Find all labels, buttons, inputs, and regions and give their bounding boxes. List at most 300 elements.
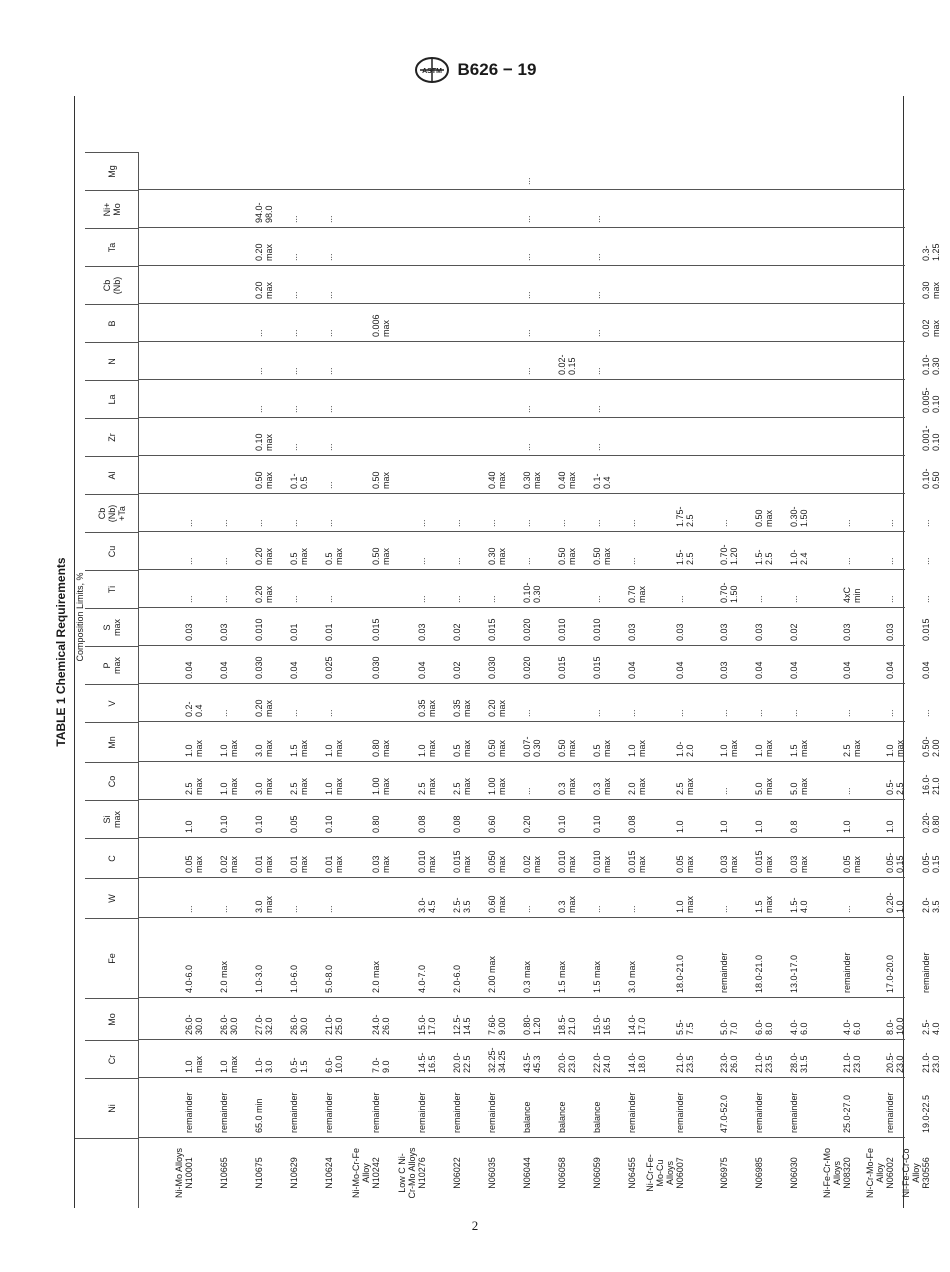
table-cell: ... (324, 595, 334, 603)
table-cell: 4.0- 6.0 (789, 1019, 809, 1035)
table-cell: 0.60 (487, 815, 497, 833)
table-cell: 0.01 (289, 623, 299, 641)
table-cell: 0.04 (921, 661, 931, 679)
alloy-designation: N06059 (592, 1157, 602, 1189)
table-cell: balance (557, 1101, 567, 1133)
table-cell: ... (921, 709, 931, 717)
table-cell: 0.40 max (557, 471, 577, 489)
table-cell: 2.0 max (219, 960, 229, 993)
table-cell: ... (324, 709, 334, 717)
table-cell: 5.0 max (754, 777, 774, 795)
table-cell: 23.0- 26.0 (719, 1052, 739, 1073)
table-cell: 0.04 (885, 661, 895, 679)
column-header-14: Cu (85, 532, 139, 570)
table-cell: ... (789, 709, 799, 717)
table-cell: ... (184, 905, 194, 913)
column-header-18: La (85, 380, 139, 418)
table-cell: ... (842, 905, 852, 913)
table-cell: 0.015 max (754, 850, 774, 873)
table-cell: ... (289, 595, 299, 603)
table-cell: 0.50- 2.00 (921, 736, 941, 757)
table-cell: 7.0- 9.0 (371, 1057, 391, 1073)
alloy-designation: N10675 (254, 1157, 264, 1189)
table-cell: ... (324, 905, 334, 913)
alloy-column-header (75, 1138, 139, 1208)
table-cell: ... (417, 557, 427, 565)
table-cell: 4xC min (842, 586, 862, 603)
table-cell: 0.030 (487, 656, 497, 679)
table-cell: 1.5 max (557, 960, 567, 993)
alloy-designation: Low C Ni- Cr-Mo Alloys N10276 (397, 1147, 427, 1199)
table-cell: 0.20 max (254, 547, 274, 565)
table-cell: 0.020 (522, 618, 532, 641)
table-cell: ... (487, 519, 497, 527)
table-cell: ... (719, 905, 729, 913)
table-cell: 1.5 max (592, 960, 602, 993)
table-cell: 5.5- 7.5 (675, 1019, 695, 1035)
column-divider (139, 341, 905, 342)
table-cell: ... (452, 519, 462, 527)
alloy-designation: Ni-Cr-Mo-Fe Alloy N06002 (865, 1148, 895, 1198)
table-cell: ... (627, 557, 637, 565)
table-cell: 0.04 (289, 661, 299, 679)
table-cell: 21.0- 23.0 (842, 1052, 862, 1073)
table-cell: 0.05 (289, 815, 299, 833)
alloy-designation: N06044 (522, 1157, 532, 1189)
table-cell: ... (522, 329, 532, 337)
column-header-1: Ni (85, 1078, 139, 1138)
table-cell: 0.005- 0.10 (921, 387, 941, 413)
table-cell: 0.010 (592, 618, 602, 641)
table-cell: 21.0- 23.5 (675, 1052, 695, 1073)
table-cell: ... (522, 291, 532, 299)
table-cell: ... (254, 519, 264, 527)
table-cell: remainder (921, 952, 931, 993)
svg-text:ASTM: ASTM (421, 68, 442, 75)
table-cell: 5.0-8.0 (324, 964, 334, 993)
column-divider (139, 837, 905, 838)
table-cell: 0.08 (452, 815, 462, 833)
table-cell: 65.0 min (254, 1098, 264, 1133)
table-cell: 0.50 max (371, 547, 391, 565)
column-divider (139, 379, 905, 380)
column-header-10: V (85, 684, 139, 722)
table-cell: 0.5- 2.5 (885, 779, 905, 795)
column-header-24: Mg (85, 152, 139, 190)
table-cell: 3.0 max (254, 895, 274, 913)
table-cell: 1.0 max (719, 739, 739, 757)
table-cell: ... (452, 557, 462, 565)
table-cell: 0.03 (219, 623, 229, 641)
table-cell: 0.3 max (592, 777, 612, 795)
table-cell: 0.010 max (417, 850, 437, 873)
table-cell: ... (719, 519, 729, 527)
table-cell: ... (254, 405, 264, 413)
column-header-15: Cb (Nb) +Ta (85, 494, 139, 532)
table-cell: 2.5- 3.5 (452, 897, 472, 913)
table-cell: 0.10- 0.50 (921, 468, 941, 489)
table-cell: ... (592, 709, 602, 717)
table-cell: 15.0- 17.0 (417, 1014, 437, 1035)
table-cell: 0.1- 0.5 (289, 473, 309, 489)
table-cell: 0.50 max (592, 547, 612, 565)
table-cell: 7.60- 9.00 (487, 1014, 507, 1035)
table-cell: 0.50 max (557, 739, 577, 757)
table-cell: 2.0-6.0 (452, 964, 462, 993)
table-cell: ... (219, 905, 229, 913)
table-cell: 0.05- 0.15 (921, 852, 941, 873)
table-cell: ... (417, 519, 427, 527)
table-cell: ... (885, 557, 895, 565)
column-divider (139, 877, 905, 878)
table-cell: 0.03 (719, 661, 729, 679)
table-cell: ... (522, 253, 532, 261)
table-cell: 0.3- 1.25 (921, 243, 941, 261)
column-header-12: S max (85, 608, 139, 646)
table-cell: 0.5 max (452, 739, 472, 757)
column-divider (139, 607, 905, 608)
column-header-6: C (85, 838, 139, 878)
table-cell: 1.00 max (371, 777, 391, 795)
column-divider (139, 1077, 905, 1078)
table-cell: 0.015 (921, 618, 931, 641)
table-cell: ... (592, 443, 602, 451)
table-cell: 0.10 (254, 815, 264, 833)
table-cell: 20.0- 22.5 (452, 1052, 472, 1073)
table-cell: ... (254, 329, 264, 337)
chemical-requirements-table (74, 96, 941, 1208)
table-cell: ... (522, 215, 532, 223)
table-cell: ... (842, 709, 852, 717)
table-cell: 25.0-27.0 (842, 1094, 852, 1133)
table-cell: ... (789, 595, 799, 603)
table-cell: 3.0 max (254, 739, 274, 757)
table-cell: 2.5 max (452, 777, 472, 795)
column-header-21: Cb (Nb) (85, 266, 139, 304)
column-divider (139, 417, 905, 418)
table-cell: 0.02- 0.15 (557, 354, 577, 375)
table-cell: 1.0 max (627, 739, 647, 757)
table-cell: 18.5- 21.0 (557, 1014, 577, 1035)
column-header-7: Si max (85, 800, 139, 838)
table-cell: 1.5 max (754, 895, 774, 913)
table-cell: ... (324, 443, 334, 451)
table-cell: 0.20 max (254, 243, 274, 261)
table-cell: 1.0 max (219, 777, 239, 795)
column-header-3: Mo (85, 998, 139, 1040)
table-cell: remainder (719, 952, 729, 993)
table-cell: ... (754, 709, 764, 717)
table-cell: ... (921, 557, 931, 565)
table-cell: 0.50 max (371, 471, 391, 489)
table-cell: 0.30 max (522, 471, 542, 489)
table-cell: ... (754, 595, 764, 603)
table-cell: 0.010 max (592, 850, 612, 873)
table-cell: 1.0-6.0 (289, 964, 299, 993)
table-cell: 2.5 max (184, 777, 204, 795)
table-cell: ... (885, 519, 895, 527)
table-cell: ... (522, 905, 532, 913)
table-cell: 0.015 (557, 656, 567, 679)
table-cell: 0.20- 0.80 (921, 812, 941, 833)
table-cell: 0.03 (417, 623, 427, 641)
column-divider (139, 569, 905, 570)
table-cell: 18.0-21.0 (675, 954, 685, 993)
table-cell: ... (719, 787, 729, 795)
table-cell: 26.0- 30.0 (184, 1014, 204, 1035)
table-cell: 1.0 max (885, 739, 905, 757)
table-cell: ... (675, 595, 685, 603)
table-cell: 21.0- 25.0 (324, 1014, 344, 1035)
table-cell: remainder (487, 1092, 497, 1133)
table-cell: ... (921, 595, 931, 603)
table-cell: 1.0 max (184, 1055, 204, 1073)
table-cell: 0.04 (842, 661, 852, 679)
table-cell: 0.20- 1.0 (885, 892, 905, 913)
table-cell: remainder (417, 1092, 427, 1133)
table-cell: 1.0 (675, 820, 685, 833)
table-cell: 0.35 max (452, 699, 472, 717)
table-cell: 1.00 max (487, 777, 507, 795)
column-header-2: Cr (85, 1040, 139, 1078)
table-cell: 0.015 (371, 618, 381, 641)
column-divider (139, 645, 905, 646)
alloy-designation: N06975 (719, 1157, 729, 1189)
table-cell: 0.20 max (254, 585, 274, 603)
table-cell: 0.5- 1.5 (289, 1057, 309, 1073)
table-cell: 0.10 (592, 815, 602, 833)
table-cell: ... (219, 557, 229, 565)
table-cell: 2.00 max (487, 955, 497, 993)
table-cell: ... (592, 215, 602, 223)
table-cell: 0.5 max (592, 739, 612, 757)
table-cell: 1.5- 2.5 (754, 549, 774, 565)
table-cell: remainder (754, 1092, 764, 1133)
column-divider (139, 493, 905, 494)
table-cell: 0.01 max (324, 855, 344, 873)
table-cell: 1.5 max (789, 739, 809, 757)
table-cell: 0.02 max (522, 855, 542, 873)
table-cell: ... (627, 905, 637, 913)
table-cell: 0.04 (417, 661, 427, 679)
alloy-designation: Ni-Fe-Cr-Mo Alloys N08320 (822, 1148, 852, 1198)
table-cell: ... (522, 177, 532, 185)
table-cell: 0.03 (627, 623, 637, 641)
table-cell: 21.0- 23.0 (921, 1052, 941, 1073)
table-cell: 47.0-52.0 (719, 1094, 729, 1133)
table-cell: 0.015 (487, 618, 497, 641)
table-cell: 43.5- 45.3 (522, 1052, 542, 1073)
table-cell: 0.50 max (754, 509, 774, 527)
table-cell: 0.20 max (254, 699, 274, 717)
alloy-designation: Ni-Fe-Cr-Co Alloy R30556 (901, 1148, 931, 1198)
table-cell: 0.030 (371, 656, 381, 679)
table-cell: ... (592, 329, 602, 337)
table-cell: remainder (219, 1092, 229, 1133)
table-cell: 2.0- 3.5 (921, 897, 941, 913)
table-cell: ... (842, 787, 852, 795)
table-cell: 0.80 max (371, 739, 391, 757)
table-cell: 27.0- 32.0 (254, 1014, 274, 1035)
table-cell: 1.0- 3.0 (254, 1057, 274, 1073)
table-cell: ... (522, 557, 532, 565)
table-cell: 1.0 max (675, 895, 695, 913)
table-cell: 0.80 (371, 815, 381, 833)
table-cell: 0.70 max (627, 585, 647, 603)
table-cell: ... (592, 905, 602, 913)
table-cell: 0.10- 0.30 (522, 582, 542, 603)
table-cell: ... (184, 595, 194, 603)
column-header-11: P max (85, 646, 139, 684)
table-cell: 18.0-21.0 (754, 954, 764, 993)
table-cell: 0.05 max (675, 855, 695, 873)
table-cell: remainder (627, 1092, 637, 1133)
table-cell: remainder (289, 1092, 299, 1133)
table-cell: ... (219, 595, 229, 603)
alloy-designation: Ni-Mo Alloys N10001 (174, 1148, 194, 1199)
table-cell: 1.0 (885, 820, 895, 833)
table-cell: 0.07- 0.30 (522, 736, 542, 757)
table-cell: 3.0- 4.5 (417, 897, 437, 913)
table-cell: 1.0-3.0 (254, 964, 264, 993)
table-cell: remainder (885, 1092, 895, 1133)
table-cell: ... (324, 481, 334, 489)
table-cell: 0.05 max (184, 855, 204, 873)
table-cell: ... (289, 291, 299, 299)
table-cell: 0.70- 1.50 (719, 582, 739, 603)
column-divider (139, 761, 905, 762)
table-cell: ... (522, 443, 532, 451)
table-cell: ... (842, 557, 852, 565)
table-cell: ... (885, 595, 895, 603)
table-cell: 0.02 (452, 661, 462, 679)
table-cell: 2.0 max (371, 960, 381, 993)
table-cell: 24.0- 26.0 (371, 1014, 391, 1035)
table-cell: 32.25- 34.25 (487, 1047, 507, 1073)
table-cell: 0.04 (675, 661, 685, 679)
table-cell: 5.0 max (789, 777, 809, 795)
table-cell: 0.050 max (487, 850, 507, 873)
alloy-designation: Ni-Cr-Fe- Mo-Cu Alloys N06007 (645, 1154, 685, 1192)
table-cell: 0.08 (417, 815, 427, 833)
table-cell: 14.0- 18.0 (627, 1052, 647, 1073)
table-cell: 0.02 (789, 623, 799, 641)
table-cell: 3.0 max (254, 777, 274, 795)
column-header-22: Ta (85, 228, 139, 266)
table-cell: 1.0- 2.4 (789, 549, 809, 565)
table-cell: 0.010 (557, 618, 567, 641)
table-cell: 26.0- 30.0 (289, 1014, 309, 1035)
table-cell: 0.3 max (557, 895, 577, 913)
table-cell: 0.5 max (324, 547, 344, 565)
table-cell: 1.0 max (219, 739, 239, 757)
column-divider (139, 227, 905, 228)
table-cell: remainder (675, 1092, 685, 1133)
table-cell: 1.5 max (289, 739, 309, 757)
table-cell: remainder (452, 1092, 462, 1133)
table-cell: ... (522, 787, 532, 795)
table-cell: 0.3 max (557, 777, 577, 795)
table-cell: 2.5- 4.0 (921, 1019, 941, 1035)
column-header-16: Al (85, 456, 139, 494)
table-cell: remainder (324, 1092, 334, 1133)
table-cell: 2.5 max (417, 777, 437, 795)
table-cell: 22.0- 24.0 (592, 1052, 612, 1073)
table-cell: 0.02 max (921, 319, 941, 337)
table-cell: 1.0 max (324, 739, 344, 757)
table-cell: ... (592, 253, 602, 261)
alloy-designation: N06455 (627, 1157, 637, 1189)
table-cell: 2.5 max (289, 777, 309, 795)
table-cell: 0.10- 0.30 (921, 354, 941, 375)
column-header-20: B (85, 304, 139, 342)
table-cell: ... (842, 519, 852, 527)
table-cell: 6.0- 10.0 (324, 1055, 344, 1073)
table-cell: ... (254, 367, 264, 375)
alloy-designation: N06035 (487, 1157, 497, 1189)
table-cell: 0.03 max (719, 855, 739, 873)
table-cell: 0.80- 1.20 (522, 1014, 542, 1035)
column-divider (139, 683, 905, 684)
table-cell: ... (592, 405, 602, 413)
table-cell: 0.01 max (254, 855, 274, 873)
table-cell: 0.015 max (452, 850, 472, 873)
column-divider (139, 189, 905, 190)
table-cell: ... (324, 367, 334, 375)
table-cell: 0.35 max (417, 699, 437, 717)
table-cell: 12.5- 14.5 (452, 1014, 472, 1035)
table-cell: 0.3 max (522, 960, 532, 993)
table-cell: 13.0-17.0 (789, 954, 799, 993)
table-cell: 0.05- 0.15 (885, 852, 905, 873)
table-cell: balance (592, 1101, 602, 1133)
column-divider (139, 303, 905, 304)
table-cell: 0.020 (522, 656, 532, 679)
table-cell: 0.04 (627, 661, 637, 679)
table-cell: 0.04 (219, 661, 229, 679)
table-cell: 0.20 (522, 815, 532, 833)
table-cell: 0.03 (184, 623, 194, 641)
table-cell: ... (557, 519, 567, 527)
table-cell: 1.5- 4.0 (789, 897, 809, 913)
table-cell: ... (417, 595, 427, 603)
table-cell: 0.015 max (627, 850, 647, 873)
table-cell: 0.10 (219, 815, 229, 833)
table-cell: 0.03 (719, 623, 729, 641)
table-cell: ... (921, 519, 931, 527)
alloy-designation: Ni-Mo-Cr-Fe Alloy N10242 (351, 1148, 381, 1198)
table-cell: 1.0 max (184, 739, 204, 757)
table-cell: 17.0-20.0 (885, 954, 895, 993)
table-cell: 0.50 max (557, 547, 577, 565)
table-cell: 0.08 (627, 815, 637, 833)
table-cell: 0.03 max (789, 855, 809, 873)
table-cell: 0.30 max (921, 281, 941, 299)
table-cell: 0.05 max (842, 855, 862, 873)
table-cell: 0.10 (557, 815, 567, 833)
table-cell: ... (324, 405, 334, 413)
alloy-designation: N06030 (789, 1157, 799, 1189)
table-cell: 20.0- 23.0 (557, 1052, 577, 1073)
column-divider (139, 721, 905, 722)
column-header-4: Fe (85, 918, 139, 998)
column-header-13: Ti (85, 570, 139, 608)
column-divider (139, 1039, 905, 1040)
table-cell: 21.0- 23.5 (754, 1052, 774, 1073)
table-cell: 0.5 max (289, 547, 309, 565)
table-cell: ... (184, 557, 194, 565)
page-number: 2 (471, 1218, 479, 1233)
